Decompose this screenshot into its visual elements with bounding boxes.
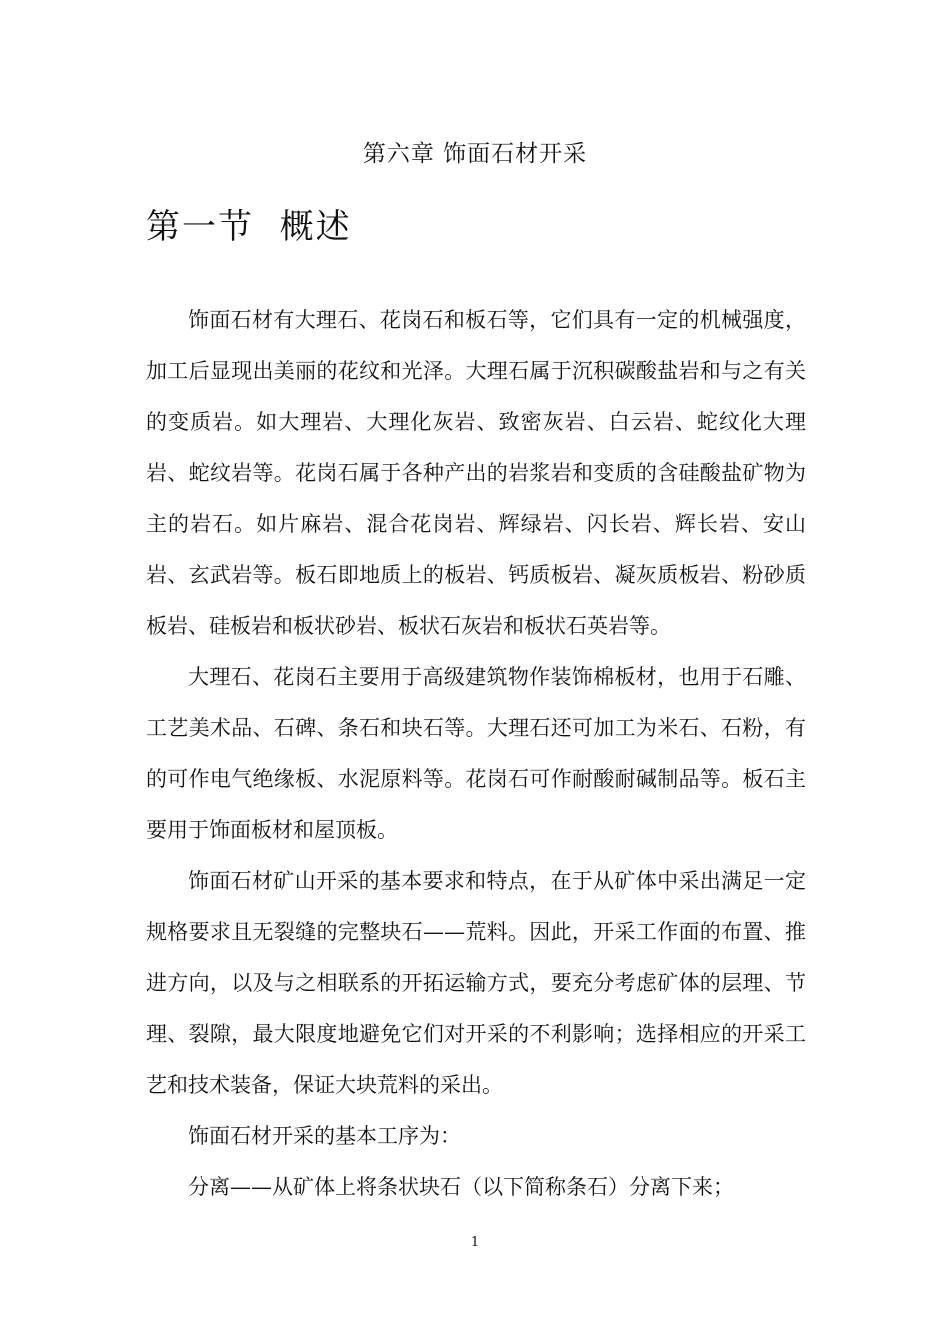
paragraph-mining-requirements: 饰面石材矿山开采的基本要求和特点，在于从矿体中采出满足一定规格要求且无裂缝的完整块石——荒料。因此，开采工作面的布置、推进方向，以及与之相联系的开拓运输方式，要充分考虑矿体的层理、节理、裂隙，最大限度地避免它们对开采的不利影响；选择相应的开采工艺和技术装备，保证大块荒料的采出。 [146,869,806,1097]
section-title: 第一节 概述 [146,207,352,247]
body-text [146,295,806,1213]
paragraph-basic-procedures: 饰面石材开采的基本工序为： [188,1124,461,1148]
chapter-title: 第六章 饰面石材开采 [362,141,588,167]
paragraph-separation-step: 分离——从矿体上将条状块石（以下简称条石）分离下来； [188,1175,734,1199]
paragraph-stone-types: 饰面石材有大理石、花岗石和板石等，它们具有一定的机械强度，加工后显现出美丽的花纹和光泽。大理石属于沉积碳酸盐岩和与之有关的变质岩。如大理岩、大理化灰岩、致密灰岩、白云岩、蛇纹化大理岩、蛇纹岩等。花岗石属于各种产出的岩浆岩和变质的含硅酸盐矿物为主的岩石。如片麻岩、混合花岗岩、辉绿岩、闪长岩、辉长岩、安山岩、玄武岩等。板石即地质上的板岩、钙质板岩、凝灰质板岩、粉砂质板岩、硅板岩和板状砂岩、板状石灰岩和板状石英岩等。 [146,308,806,638]
page-number: 1 [470,1235,480,1250]
paragraph-uses: 大理石、花岗石主要用于高级建筑物作装饰棉板材，也用于石雕、工艺美术品、石碑、条石和块石等。大理石还可加工为米石、石粉，有的可作电气绝缘板、水泥原料等。花岗石可作耐酸耐碱制品等。板石主要用于饰面板材和屋顶板。 [146,665,806,842]
